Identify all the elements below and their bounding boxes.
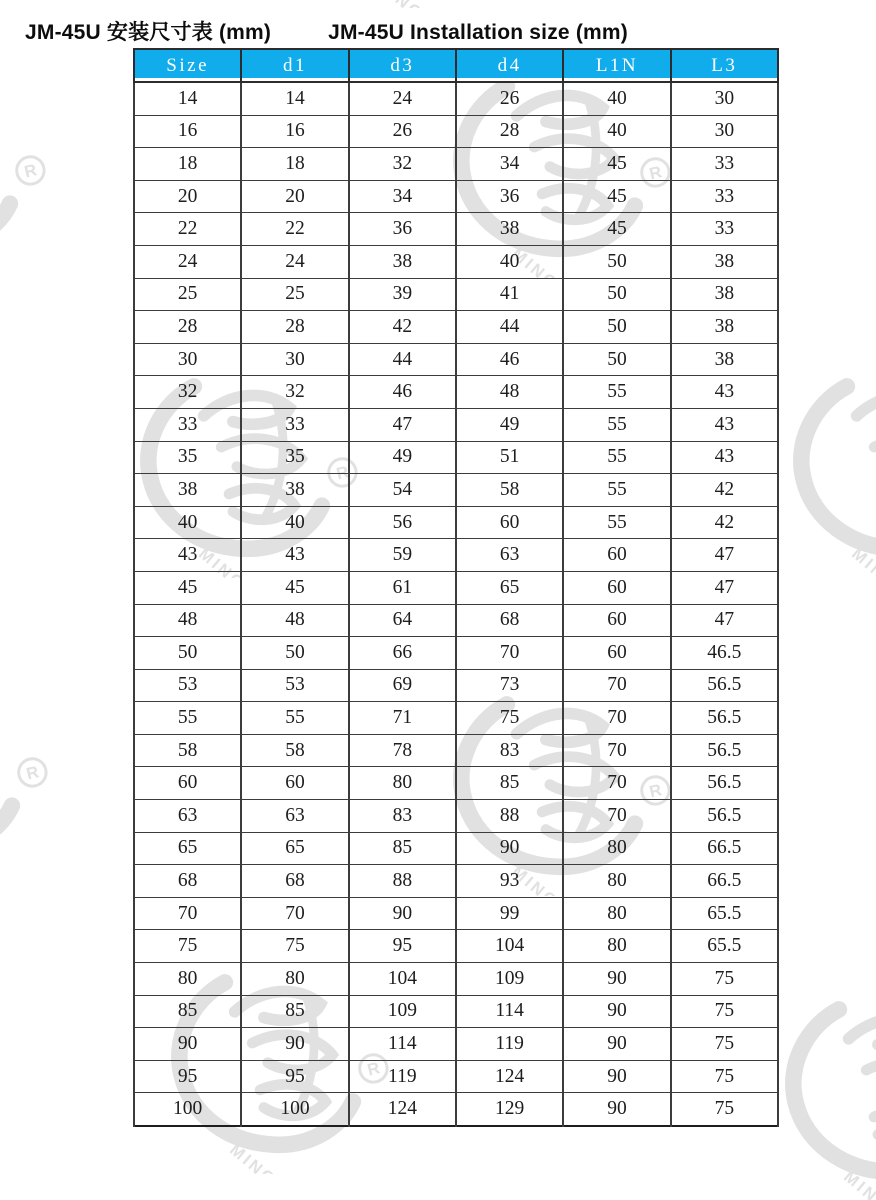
table-cell-size: 24 [134,245,241,278]
table-row [134,865,778,898]
table-cell-d1: 80 [241,963,348,996]
junming-watermark [788,363,876,578]
table-cell-d4: 109 [456,963,563,996]
table-cell-d4: 90 [456,832,563,865]
table-cell-size: 53 [134,669,241,702]
table-cell-d1: 60 [241,767,348,800]
table-cell-d3: 47 [349,408,456,441]
table-cell-d4: 88 [456,800,563,833]
table-cell-size: 63 [134,800,241,833]
table-cell-l3: 38 [671,245,778,278]
table-cell-l3: 43 [671,441,778,474]
table-row [134,702,778,735]
table-cell-size: 58 [134,734,241,767]
table-cell-size: 80 [134,963,241,996]
table-cell-d1: 40 [241,506,348,539]
table-cell-d1: 68 [241,865,348,898]
table-cell-l3: 65.5 [671,897,778,930]
table-cell-size: 48 [134,604,241,637]
table-cell-l1n: 80 [563,897,670,930]
table-cell-l3: 46.5 [671,637,778,670]
table-cell-d1: 100 [241,1093,348,1126]
table-cell-d3: 104 [349,963,456,996]
table-cell-l1n: 70 [563,767,670,800]
table-cell-l3: 66.5 [671,865,778,898]
table-cell-l1n: 70 [563,702,670,735]
table-cell-l1n: 45 [563,180,670,213]
table-cell-d4: 49 [456,408,563,441]
table-cell-d3: 78 [349,734,456,767]
table-cell-d1: 48 [241,604,348,637]
table-cell-d1: 50 [241,637,348,670]
table-cell-l3: 42 [671,506,778,539]
table-cell-d4: 38 [456,213,563,246]
table-row [134,767,778,800]
column-header: L3 [671,49,778,82]
table-row [134,278,778,311]
junming-watermark [0,663,60,878]
table-cell-d3: 24 [349,82,456,115]
table-cell-l3: 65.5 [671,930,778,963]
installation-size-table [133,48,779,1127]
table-cell-size: 25 [134,278,241,311]
table-cell-d3: 61 [349,571,456,604]
table-cell-d4: 41 [456,278,563,311]
table-cell-l1n: 60 [563,637,670,670]
table-cell-d4: 26 [456,82,563,115]
table-cell-l3: 43 [671,408,778,441]
table-cell-d1: 33 [241,408,348,441]
table-cell-l3: 47 [671,604,778,637]
table-cell-d4: 114 [456,995,563,1028]
table-cell-size: 14 [134,82,241,115]
table-cell-d4: 124 [456,1060,563,1093]
table-cell-size: 60 [134,767,241,800]
table-cell-size: 40 [134,506,241,539]
table-cell-size: 43 [134,539,241,572]
table-cell-l1n: 45 [563,213,670,246]
table-cell-d3: 32 [349,148,456,181]
table-cell-l3: 38 [671,343,778,376]
table-cell-d4: 34 [456,148,563,181]
table-row [134,408,778,441]
table-cell-l1n: 40 [563,115,670,148]
table-cell-d4: 99 [456,897,563,930]
table-cell-d3: 36 [349,213,456,246]
table-cell-d4: 60 [456,506,563,539]
table-cell-d3: 64 [349,604,456,637]
table-row [134,539,778,572]
table-cell-d1: 14 [241,82,348,115]
table-row [134,311,778,344]
table-row [134,832,778,865]
table-cell-l3: 30 [671,115,778,148]
table-cell-size: 100 [134,1093,241,1126]
title-english: JM-45U Installation size (mm) [328,21,628,44]
table-cell-d4: 36 [456,180,563,213]
table-header [134,49,778,82]
table-cell-l3: 38 [671,311,778,344]
table-row [134,734,778,767]
table-cell-size: 95 [134,1060,241,1093]
table-cell-d3: 34 [349,180,456,213]
table-cell-d3: 38 [349,245,456,278]
table-cell-d1: 43 [241,539,348,572]
table-cell-d1: 90 [241,1028,348,1061]
table-cell-l3: 38 [671,278,778,311]
table-cell-size: 70 [134,897,241,930]
table-cell-size: 55 [134,702,241,735]
table-cell-l1n: 60 [563,539,670,572]
table-row [134,669,778,702]
table-row [134,963,778,996]
table-cell-l3: 47 [671,571,778,604]
table-cell-size: 90 [134,1028,241,1061]
table-cell-d3: 83 [349,800,456,833]
table-cell-d4: 85 [456,767,563,800]
table-cell-d3: 80 [349,767,456,800]
table-cell-d1: 95 [241,1060,348,1093]
table-cell-d4: 129 [456,1093,563,1126]
table-cell-d1: 22 [241,213,348,246]
table-cell-d3: 66 [349,637,456,670]
table-cell-l3: 66.5 [671,832,778,865]
table-cell-d1: 65 [241,832,348,865]
table-row [134,995,778,1028]
table-cell-d4: 28 [456,115,563,148]
junming-watermark [0,61,58,276]
table-cell-l1n: 90 [563,963,670,996]
column-header: L1N [563,49,670,82]
table-row [134,930,778,963]
table-cell-l1n: 80 [563,930,670,963]
table-cell-l3: 33 [671,148,778,181]
junming-watermark [313,0,548,8]
table-cell-l1n: 90 [563,1060,670,1093]
table-cell-d4: 40 [456,245,563,278]
table-cell-d3: 54 [349,474,456,507]
table-cell-size: 75 [134,930,241,963]
table-cell-d1: 35 [241,441,348,474]
table-cell-l1n: 90 [563,1028,670,1061]
table-cell-size: 68 [134,865,241,898]
table-row [134,604,778,637]
title-chinese: JM-45U 安装尺寸表 (mm) [25,21,272,44]
table-cell-l3: 33 [671,180,778,213]
table-cell-size: 30 [134,343,241,376]
table-cell-d3: 90 [349,897,456,930]
table-cell-l3: 75 [671,1060,778,1093]
table-row [134,1093,778,1126]
table-cell-d4: 51 [456,441,563,474]
table-cell-l3: 33 [671,213,778,246]
table-cell-d3: 56 [349,506,456,539]
table-row [134,376,778,409]
table-cell-d4: 104 [456,930,563,963]
junming-watermark [780,986,876,1200]
table-cell-l3: 75 [671,1093,778,1126]
table-cell-l3: 75 [671,995,778,1028]
column-header: d3 [349,49,456,82]
table-row [134,115,778,148]
table-cell-l1n: 90 [563,1093,670,1126]
table-cell-d3: 71 [349,702,456,735]
table-cell-l1n: 60 [563,604,670,637]
table-cell-d3: 44 [349,343,456,376]
table-cell-d3: 69 [349,669,456,702]
table-cell-d3: 109 [349,995,456,1028]
table-cell-d1: 70 [241,897,348,930]
table-cell-l1n: 55 [563,441,670,474]
table-cell-l1n: 55 [563,474,670,507]
table-cell-d1: 18 [241,148,348,181]
table-cell-l3: 75 [671,1028,778,1061]
table-cell-d3: 124 [349,1093,456,1126]
table-row [134,1060,778,1093]
table-cell-d1: 16 [241,115,348,148]
table-cell-size: 22 [134,213,241,246]
table-cell-size: 28 [134,311,241,344]
table-cell-d4: 63 [456,539,563,572]
table-cell-l3: 42 [671,474,778,507]
table-row [134,571,778,604]
table-cell-d3: 95 [349,930,456,963]
table-cell-d4: 119 [456,1028,563,1061]
table-cell-l1n: 40 [563,82,670,115]
table-header-row [134,49,778,82]
table-cell-l3: 56.5 [671,800,778,833]
table-cell-l1n: 90 [563,995,670,1028]
table-row [134,474,778,507]
table-cell-l1n: 45 [563,148,670,181]
table-cell-d1: 38 [241,474,348,507]
column-header: Size [134,49,241,82]
table-cell-l1n: 50 [563,343,670,376]
table-cell-l3: 56.5 [671,767,778,800]
table-cell-d1: 32 [241,376,348,409]
table-cell-d3: 59 [349,539,456,572]
table-cell-d3: 49 [349,441,456,474]
table-cell-d1: 28 [241,311,348,344]
table-row [134,897,778,930]
table-cell-d3: 88 [349,865,456,898]
table-cell-size: 18 [134,148,241,181]
table-cell-d4: 58 [456,474,563,507]
table-row [134,148,778,181]
table-cell-d1: 53 [241,669,348,702]
table-cell-l3: 56.5 [671,702,778,735]
table-cell-l1n: 80 [563,832,670,865]
table-cell-l1n: 55 [563,408,670,441]
table-cell-d1: 24 [241,245,348,278]
table-cell-size: 32 [134,376,241,409]
table-cell-d1: 20 [241,180,348,213]
table-cell-d1: 85 [241,995,348,1028]
table-body [134,82,778,1126]
table-cell-l3: 30 [671,82,778,115]
table-cell-l3: 56.5 [671,734,778,767]
table-cell-d4: 68 [456,604,563,637]
table-cell-size: 33 [134,408,241,441]
table-cell-d1: 63 [241,800,348,833]
table-cell-d1: 58 [241,734,348,767]
table-cell-l1n: 55 [563,376,670,409]
table-cell-size: 85 [134,995,241,1028]
table-cell-l1n: 55 [563,506,670,539]
table-cell-size: 38 [134,474,241,507]
table-cell-size: 35 [134,441,241,474]
table-row [134,213,778,246]
table-cell-d1: 30 [241,343,348,376]
table-cell-size: 20 [134,180,241,213]
table-cell-d4: 46 [456,343,563,376]
table-cell-l3: 43 [671,376,778,409]
table-cell-d4: 75 [456,702,563,735]
table-row [134,800,778,833]
table-cell-size: 65 [134,832,241,865]
table-cell-l1n: 70 [563,734,670,767]
table-cell-d3: 114 [349,1028,456,1061]
table-cell-d1: 75 [241,930,348,963]
table-cell-d4: 44 [456,311,563,344]
table-cell-d1: 25 [241,278,348,311]
table-cell-d3: 26 [349,115,456,148]
page-titles [25,16,628,46]
table-cell-d4: 73 [456,669,563,702]
table-row [134,343,778,376]
table-cell-size: 45 [134,571,241,604]
table-cell-d3: 46 [349,376,456,409]
table-cell-d4: 48 [456,376,563,409]
table-row [134,506,778,539]
column-header: d1 [241,49,348,82]
table-cell-l1n: 50 [563,278,670,311]
table-row [134,441,778,474]
table-cell-l3: 75 [671,963,778,996]
table-cell-l1n: 60 [563,571,670,604]
table-cell-l1n: 80 [563,865,670,898]
table-row [134,180,778,213]
table-cell-d4: 70 [456,637,563,670]
table-cell-d3: 42 [349,311,456,344]
table-cell-l3: 56.5 [671,669,778,702]
table-cell-d1: 45 [241,571,348,604]
table-cell-d1: 55 [241,702,348,735]
table-cell-d3: 39 [349,278,456,311]
table-cell-l3: 47 [671,539,778,572]
table-cell-l1n: 70 [563,669,670,702]
table-row [134,1028,778,1061]
table-row [134,82,778,115]
table-cell-size: 16 [134,115,241,148]
table-row [134,637,778,670]
table-cell-size: 50 [134,637,241,670]
table-cell-d4: 93 [456,865,563,898]
table-cell-l1n: 70 [563,800,670,833]
table-cell-l1n: 50 [563,245,670,278]
column-header: d4 [456,49,563,82]
table-row [134,245,778,278]
table-cell-d3: 85 [349,832,456,865]
table-cell-l1n: 50 [563,311,670,344]
table-cell-d4: 65 [456,571,563,604]
table-cell-d3: 119 [349,1060,456,1093]
table-cell-d4: 83 [456,734,563,767]
